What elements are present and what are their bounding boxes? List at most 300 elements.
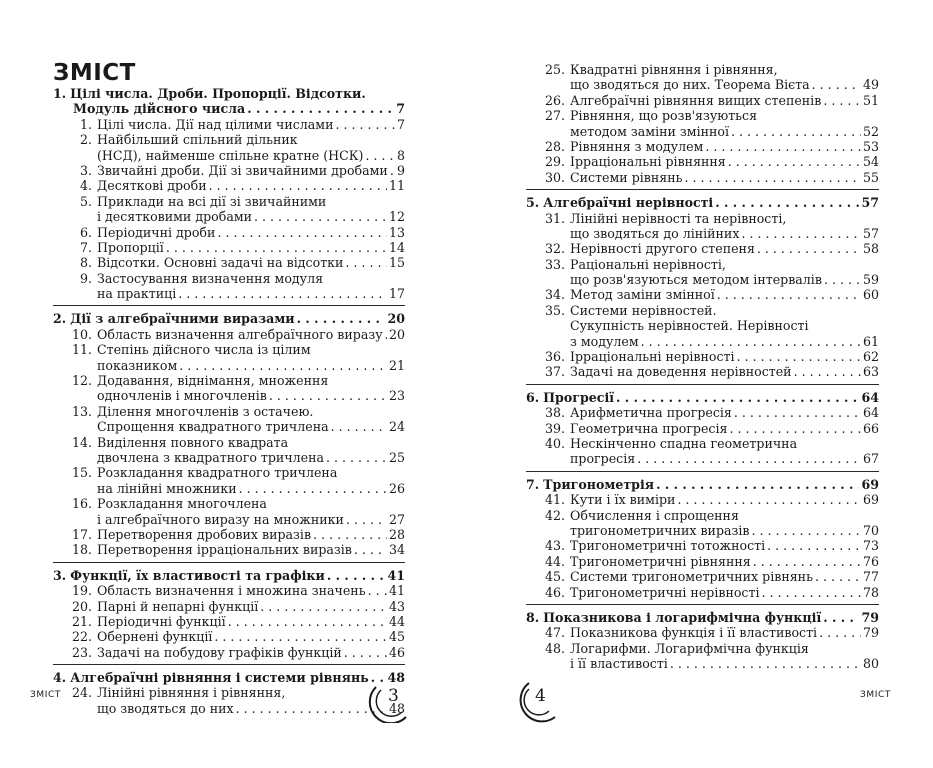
- toc-entry-line[interactable]: [526, 492, 879, 507]
- leader-dots: [741, 226, 861, 241]
- entry-title: що зводяться до них. Теорема Вієта: [570, 77, 810, 93]
- toc-entry-line[interactable]: [526, 334, 879, 349]
- entry-number: 5.: [79, 193, 92, 209]
- leader-dots: [385, 327, 387, 342]
- leader-dots: [824, 272, 861, 287]
- toc-entry-line[interactable]: [53, 286, 405, 301]
- entry-page-number: 66: [862, 420, 879, 436]
- entry-page-number: 7: [396, 101, 405, 117]
- entry-page-number: 20: [388, 326, 405, 342]
- entry-title: Системи нерівностей.: [570, 302, 717, 318]
- toc-entry-line[interactable]: [526, 62, 879, 77]
- entry-title: Розкладання многочлена: [97, 496, 267, 512]
- footer-running-title-left: ЗМІСТ: [30, 690, 61, 700]
- toc-entry-line[interactable]: [526, 211, 879, 226]
- entry-title: Звичайні дроби. Дії зі звичайними дробами: [97, 162, 388, 178]
- entry-page-number: 69: [862, 492, 879, 508]
- toc-entry-line[interactable]: [53, 163, 405, 178]
- toc-entry-line[interactable]: [526, 569, 879, 584]
- entry-number: 34.: [544, 287, 565, 303]
- leader-dots: [239, 481, 387, 496]
- entry-page-number: 48: [387, 670, 405, 686]
- entry-page-number: 69: [861, 476, 879, 492]
- entry-title: Показникова функція і її властивості: [570, 625, 818, 641]
- toc-entry-line[interactable]: [526, 421, 879, 436]
- leader-dots: [166, 240, 387, 255]
- entry-page-number: 49: [862, 77, 879, 93]
- section-number: 3.: [53, 567, 67, 583]
- toc-entry-line[interactable]: [526, 508, 879, 523]
- entry-number: 8.: [79, 255, 92, 271]
- entry-title: Лінійні нерівності та нерівності,: [570, 210, 787, 226]
- section-number: 5.: [526, 195, 540, 211]
- toc-entry-line[interactable]: [53, 255, 405, 270]
- entry-page-number: 70: [862, 522, 879, 538]
- entry-page-number: 17: [388, 286, 405, 302]
- entry-title: Тригонометричні нерівності: [570, 584, 760, 600]
- entry-page-number: 78: [862, 584, 879, 600]
- entry-title: Кути і їх виміри: [570, 492, 676, 508]
- toc-entry-line[interactable]: [526, 303, 879, 318]
- leader-dots: [752, 523, 861, 538]
- section-heading-line[interactable]: [53, 86, 405, 101]
- section-title: Алгебраїчні рівняння і системи рівнянь: [70, 670, 369, 686]
- entry-number: 39.: [544, 420, 565, 436]
- entry-number: 6.: [79, 224, 92, 240]
- toc-entry-line[interactable]: [526, 241, 879, 256]
- entry-title: Тригонометричні рівняння: [570, 553, 751, 569]
- toc-entry-line[interactable]: [53, 496, 405, 511]
- toc-entry-line[interactable]: [53, 465, 405, 480]
- entry-number: 45.: [544, 569, 565, 585]
- section-title: Алгебраїчні нерівності: [543, 195, 714, 211]
- toc-entry-line[interactable]: [53, 542, 405, 557]
- section-heading-line[interactable]: [53, 670, 405, 685]
- leader-dots: [178, 286, 387, 301]
- toc-section: [53, 86, 405, 301]
- entry-number: 13.: [71, 403, 92, 419]
- entry-page-number: 23: [388, 388, 405, 404]
- section-heading-line[interactable]: [53, 568, 405, 583]
- toc-entry-line[interactable]: [53, 178, 405, 193]
- toc-column-right: [526, 62, 879, 671]
- toc-section: [53, 305, 405, 557]
- toc-entry-line[interactable]: [526, 139, 879, 154]
- toc-entry-line[interactable]: [53, 342, 405, 357]
- entry-title: Пропорції: [97, 239, 164, 255]
- section-number: 7.: [526, 476, 540, 492]
- entry-page-number: 58: [862, 241, 879, 257]
- leader-dots: [815, 569, 861, 584]
- section-heading-line[interactable]: [526, 195, 879, 210]
- entry-title: Квадратні рівняння і рівняння,: [570, 62, 778, 77]
- toc-entry-line[interactable]: [526, 272, 879, 287]
- entry-title: Перетворення ірраціональних виразів: [97, 542, 352, 558]
- toc-entry-line[interactable]: [526, 364, 879, 379]
- section-divider: [53, 562, 405, 563]
- entry-title: на лінійні множники: [97, 480, 237, 496]
- entry-number: 3.: [79, 162, 92, 178]
- entry-page-number: 73: [862, 538, 879, 554]
- leader-dots: [269, 388, 387, 403]
- section-title: Показникова і логарифмічна функції: [543, 609, 822, 625]
- entry-page-number: 20: [387, 311, 405, 327]
- entry-title: Ірраціональні рівняння: [570, 154, 726, 170]
- entry-number: 33.: [544, 256, 565, 272]
- toc-entry-line[interactable]: [53, 373, 405, 388]
- entry-page-number: 64: [862, 405, 879, 421]
- section-title: Тригонометрія: [543, 476, 655, 492]
- entry-title: що розв'язуються методом інтервалів: [570, 272, 822, 288]
- section-heading-line[interactable]: [526, 477, 879, 492]
- leader-dots: [794, 364, 861, 379]
- entry-title: і алгебраїчного виразу на множники: [97, 511, 344, 527]
- section-heading-line[interactable]: [53, 101, 405, 116]
- leader-dots: [327, 568, 386, 583]
- toc-entry-line[interactable]: [53, 271, 405, 286]
- entry-page-number: 52: [862, 123, 879, 139]
- entry-page-number: 76: [862, 553, 879, 569]
- entry-title: Область визначення алгебраїчного виразу: [97, 326, 383, 342]
- entry-title: Область визначення і множина значень: [97, 583, 366, 599]
- leader-dots: [214, 629, 387, 644]
- entry-page-number: 53: [862, 138, 879, 154]
- entry-page-number: 79: [862, 625, 879, 641]
- entry-title: Системи тригонометричних рівнянь: [570, 569, 813, 585]
- leader-dots: [346, 512, 387, 527]
- section-divider: [526, 604, 879, 605]
- toc-entry-line[interactable]: [53, 388, 405, 403]
- leader-dots: [326, 450, 387, 465]
- section-title: Прогресії: [543, 389, 615, 405]
- entry-title: прогресія: [570, 451, 636, 467]
- toc-entry-line[interactable]: [53, 358, 405, 373]
- entry-number: 11.: [71, 342, 92, 358]
- section-number: 6.: [526, 389, 540, 405]
- leader-dots: [717, 287, 861, 302]
- toc-entry-line[interactable]: [526, 625, 879, 640]
- section-number: 1.: [53, 86, 67, 101]
- leader-dots: [641, 334, 861, 349]
- toc-entry-line[interactable]: [53, 327, 405, 342]
- entry-page-number: 14: [388, 239, 405, 255]
- toc-entry-line[interactable]: [526, 287, 879, 302]
- toc-section: [526, 471, 879, 600]
- entry-title: Спрощення квадратного тричлена: [97, 419, 329, 435]
- entry-page-number: 41: [387, 567, 405, 583]
- leader-dots: [179, 358, 387, 373]
- entry-title: Цілі числа. Дії над цілими числами: [97, 116, 334, 132]
- entry-title: Обчислення і спрощення: [570, 507, 739, 523]
- toc-entry-line[interactable]: [526, 226, 879, 241]
- toc-entry-line[interactable]: [526, 108, 879, 123]
- entry-number: 9.: [79, 270, 92, 286]
- section-title: Дії з алгебраїчними виразами: [70, 311, 295, 327]
- entry-title: Ділення многочленів з остачею.: [97, 403, 314, 419]
- toc-entry-line[interactable]: [53, 404, 405, 419]
- leader-dots: [734, 405, 861, 420]
- section-divider: [53, 305, 405, 306]
- toc-entry-line[interactable]: [526, 451, 879, 466]
- entry-title: Раціональні нерівності,: [570, 256, 726, 272]
- entry-page-number: 59: [862, 272, 879, 288]
- toc-entry-line[interactable]: [53, 645, 405, 660]
- entry-title: Задачі на доведення нерівностей: [570, 364, 792, 380]
- entry-page-number: 64: [861, 389, 879, 405]
- toc-entry-line[interactable]: [526, 257, 879, 272]
- entry-number: 29.: [544, 154, 565, 170]
- entry-number: 20.: [71, 598, 92, 614]
- toc-entry-line[interactable]: [53, 685, 405, 700]
- entry-page-number: 34: [388, 542, 405, 558]
- entry-number: 32.: [544, 241, 565, 257]
- page-number-right-value: 4: [535, 686, 546, 706]
- leader-dots: [331, 419, 387, 434]
- leader-dots: [344, 645, 387, 660]
- entry-number: 19.: [71, 583, 92, 599]
- section-divider: [526, 384, 879, 385]
- toc-entry-line[interactable]: [526, 523, 879, 538]
- entry-number: 30.: [544, 169, 565, 185]
- entry-number: 48.: [544, 640, 565, 656]
- entry-page-number: 46: [388, 644, 405, 660]
- toc-section: [526, 62, 879, 185]
- entry-title: з модулем: [570, 333, 639, 349]
- entry-page-number: 60: [862, 287, 879, 303]
- toc-entry-line[interactable]: [53, 614, 405, 629]
- leader-dots: [365, 148, 395, 163]
- toc-entry-line[interactable]: [526, 436, 879, 451]
- leader-dots: [677, 492, 861, 507]
- entry-page-number: 28: [388, 526, 405, 542]
- entry-number: 35.: [544, 302, 565, 318]
- entry-title: Логарифми. Логарифмічна функція: [570, 640, 809, 656]
- toc-entry-line[interactable]: [526, 538, 879, 553]
- section-number: 8.: [526, 609, 540, 625]
- entry-number: 26.: [544, 92, 565, 108]
- section-divider: [526, 471, 879, 472]
- entry-number: 44.: [544, 553, 565, 569]
- entry-title: Рівняння, що розв'язуються: [570, 108, 758, 124]
- entry-title: Застосування визначення модуля: [97, 270, 324, 286]
- entry-title: Геометрична прогресія: [570, 420, 728, 436]
- entry-number: 41.: [544, 492, 565, 508]
- entry-page-number: 77: [862, 569, 879, 585]
- toc-entry-line[interactable]: [526, 585, 879, 600]
- leader-dots: [812, 77, 861, 92]
- entry-page-number: 67: [862, 451, 879, 467]
- entry-page-number: 80: [862, 656, 879, 672]
- entry-page-number: 55: [862, 169, 879, 185]
- entry-number: 16.: [71, 496, 92, 512]
- leader-dots: [209, 178, 387, 193]
- entry-page-number: 12: [388, 209, 405, 225]
- entry-number: 37.: [544, 364, 565, 380]
- toc-entry-line[interactable]: [53, 701, 405, 716]
- entry-title: Обернені функції: [97, 629, 213, 645]
- entry-page-number: 41: [388, 583, 405, 599]
- entry-page-number: 21: [388, 357, 405, 373]
- leader-dots: [761, 585, 860, 600]
- page-number-left-value: 3: [388, 686, 399, 706]
- leader-dots: [753, 554, 861, 569]
- entry-page-number: 54: [862, 154, 879, 170]
- toc-section: [526, 604, 879, 672]
- section-divider: [53, 664, 405, 665]
- leader-dots: [767, 538, 861, 553]
- entry-title: (НСД), найменше спільне кратне (НСК): [97, 147, 364, 163]
- entry-title: Парні й непарні функції: [97, 598, 259, 614]
- entry-title: Періодичні дроби: [97, 224, 216, 240]
- toc-entry-line[interactable]: [53, 194, 405, 209]
- entry-title: Ірраціональні нерівності: [570, 349, 735, 365]
- footer-running-title-right: ЗМІСТ: [860, 690, 891, 700]
- entry-title: Перетворення дробових виразів: [97, 526, 312, 542]
- toc-entry-line[interactable]: [526, 154, 879, 169]
- entry-title: Алгебраїчні рівняння вищих степенів: [570, 92, 822, 108]
- leader-dots: [254, 209, 387, 224]
- page-number-right: [515, 677, 561, 723]
- entry-number: 28.: [544, 138, 565, 154]
- entry-number: 24.: [71, 685, 92, 701]
- toc-entry-line[interactable]: [526, 656, 879, 671]
- entry-title: Системи рівнянь: [570, 169, 683, 185]
- entry-title: Нерівності другого степеня: [570, 241, 755, 257]
- entry-number: 23.: [71, 644, 92, 660]
- leader-dots: [354, 542, 387, 557]
- leader-dots: [368, 583, 387, 598]
- entry-number: 18.: [71, 542, 92, 558]
- toc-entry-line[interactable]: [526, 93, 879, 108]
- entry-page-number: 8: [396, 147, 405, 163]
- leader-dots: [729, 421, 861, 436]
- toc-entry-line[interactable]: [526, 554, 879, 569]
- toc-entry-line[interactable]: [53, 225, 405, 240]
- leader-dots: [823, 610, 859, 625]
- entry-title: і її властивості: [570, 656, 668, 672]
- toc-entry-line[interactable]: [53, 209, 405, 224]
- toc-entry-line[interactable]: [526, 349, 879, 364]
- toc-entry-line[interactable]: [526, 77, 879, 92]
- leader-dots: [313, 527, 387, 542]
- toc-entry-line[interactable]: [53, 599, 405, 614]
- toc-entry-line[interactable]: [53, 419, 405, 434]
- entry-title: двочлена з квадратного тричлена: [97, 449, 325, 465]
- leader-dots: [728, 154, 861, 169]
- section-heading-line[interactable]: [53, 311, 405, 326]
- toc-entry-line[interactable]: [526, 405, 879, 420]
- entry-page-number: 27: [388, 511, 405, 527]
- entry-title: Відсотки. Основні задачі на відсотки: [97, 255, 344, 271]
- entry-title: Додавання, віднімання, множення: [97, 373, 329, 389]
- toc-entry-line[interactable]: [53, 527, 405, 542]
- entry-page-number: 9: [396, 162, 405, 178]
- leader-dots: [228, 614, 387, 629]
- section-title: Модуль дійсного числа: [73, 101, 246, 117]
- leader-dots: [670, 656, 861, 671]
- leader-dots: [731, 124, 861, 139]
- entry-page-number: 15: [388, 255, 405, 271]
- toc-entry-line[interactable]: [526, 124, 879, 139]
- entry-page-number: 13: [388, 224, 405, 240]
- toc-entry-line[interactable]: [53, 629, 405, 644]
- section-number: 4.: [53, 670, 67, 686]
- entry-page-number: 79: [861, 609, 879, 625]
- entry-page-number: 48: [388, 700, 405, 716]
- section-heading-line[interactable]: [526, 390, 879, 405]
- section-divider: [526, 189, 879, 190]
- entry-number: 42.: [544, 507, 565, 523]
- entry-page-number: 63: [862, 364, 879, 380]
- leader-dots: [390, 163, 395, 178]
- toc-entry-line[interactable]: [53, 132, 405, 147]
- section-number: 2.: [53, 311, 67, 327]
- entry-title: Задачі на побудову графіків функцій: [97, 644, 342, 660]
- entry-title: одночленів і многочленів: [97, 388, 267, 404]
- entry-page-number: 62: [862, 349, 879, 365]
- leader-dots: [737, 349, 861, 364]
- leader-dots: [656, 477, 859, 492]
- entry-title: Приклади на всі дії зі звичайними: [97, 193, 327, 209]
- leader-dots: [297, 311, 386, 326]
- entry-number: 7.: [79, 239, 92, 255]
- page-number-left: [368, 677, 414, 723]
- toc-entry-line[interactable]: [526, 318, 879, 333]
- entry-title: Найбільший спільний дільник: [97, 132, 298, 148]
- entry-page-number: 24: [388, 419, 405, 435]
- entry-number: 1.: [79, 116, 92, 132]
- toc-entry-line[interactable]: [53, 435, 405, 450]
- entry-page-number: 61: [862, 333, 879, 349]
- entry-title: Арифметична прогресія: [570, 405, 732, 421]
- toc-entry-line[interactable]: [53, 512, 405, 527]
- toc-entry-line[interactable]: [53, 583, 405, 598]
- section-heading-line[interactable]: [526, 610, 879, 625]
- entry-title: на практиці: [97, 286, 177, 302]
- entry-page-number: 7: [396, 116, 405, 132]
- toc-entry-line[interactable]: [53, 117, 405, 132]
- entry-title: Розкладання квадратного тричлена: [97, 465, 338, 481]
- toc-entry-line[interactable]: [53, 240, 405, 255]
- leader-dots: [247, 101, 394, 116]
- contents-title: ЗМІСТ: [53, 60, 136, 86]
- toc-entry-line[interactable]: [53, 450, 405, 465]
- toc-entry-line[interactable]: [526, 641, 879, 656]
- leader-dots: [345, 255, 387, 270]
- entry-page-number: 57: [862, 225, 879, 241]
- entry-number: 47.: [544, 625, 565, 641]
- entry-title: Періодичні функції: [97, 613, 226, 629]
- leader-dots: [715, 195, 859, 210]
- leader-dots: [236, 701, 387, 716]
- entry-title: показником: [97, 357, 178, 373]
- leader-dots: [757, 241, 861, 256]
- toc-entry-line[interactable]: [53, 481, 405, 496]
- leader-dots: [260, 599, 387, 614]
- toc-entry-line[interactable]: [53, 148, 405, 163]
- entry-title: Сукупність нерівностей. Нерівності: [570, 318, 809, 334]
- leader-dots: [616, 390, 859, 405]
- entry-number: 10.: [71, 326, 92, 342]
- toc-entry-line[interactable]: [526, 170, 879, 185]
- entry-number: 27.: [544, 108, 565, 124]
- entry-title: Лінійні рівняння і рівняння,: [97, 685, 286, 701]
- entry-title: Рівняння з модулем: [570, 138, 704, 154]
- entry-title: Нескінченно спадна геометрична: [570, 435, 798, 451]
- leader-dots: [684, 170, 861, 185]
- entry-title: Тригонометричні тотожності: [570, 538, 766, 554]
- entry-title: Метод заміни змінної: [570, 287, 715, 303]
